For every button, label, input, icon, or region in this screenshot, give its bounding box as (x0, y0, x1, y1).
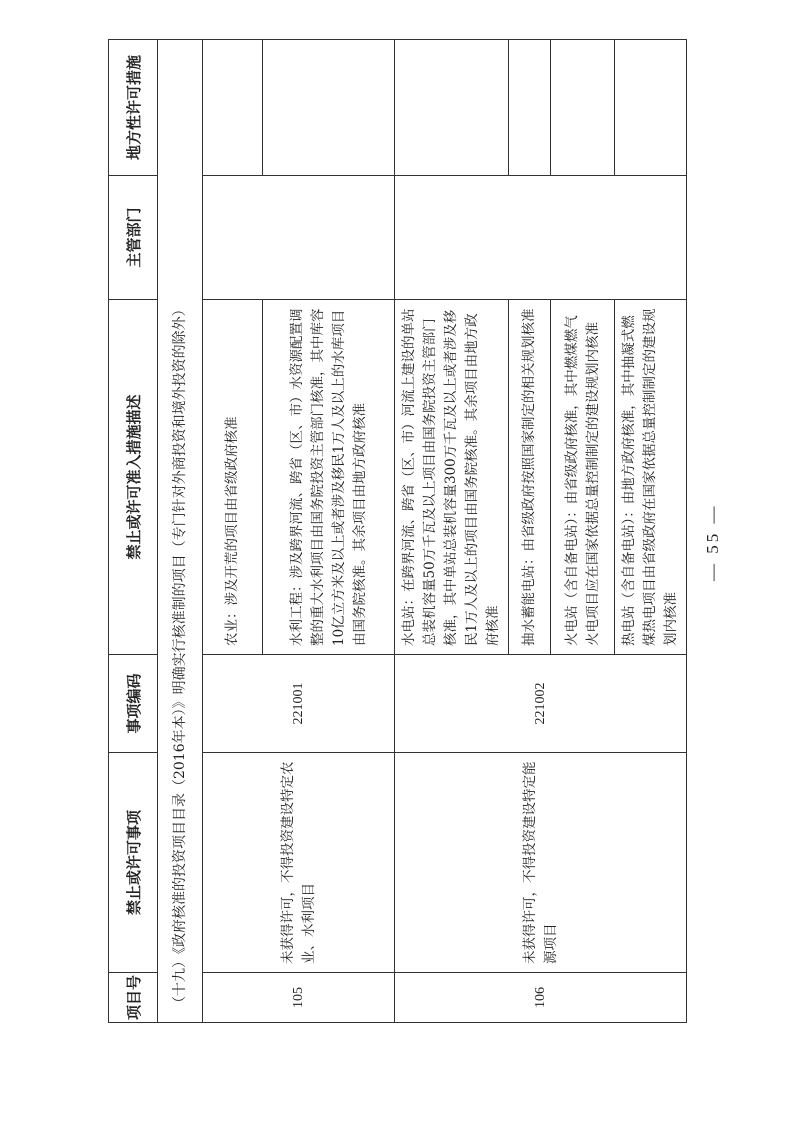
measure-desc: 水利工程：涉及跨界河流、跨省（区、市）水资源配置调整的重大水利项目由国务院投资主管部门核准，其中库容10亿立方米及以上或者涉及移民1万人及以上的水库项目由国务院核准。其余项目由地方政府核准 (263, 300, 395, 655)
header-dept: 主管部门 (109, 176, 158, 300)
category-row (158, 40, 203, 1023)
page-number: — 55 — (703, 503, 722, 581)
item-code: 221001 (203, 655, 395, 753)
header-local: 地方性许可措施 (109, 40, 158, 176)
local-cell (509, 40, 551, 176)
permit-table (108, 39, 687, 1023)
item-number: 106 (395, 973, 687, 1023)
item-text: 未获得许可，不得投资建设特定农业、水利项目 (203, 753, 395, 973)
item-text: 未获得许可，不得投资建设特定能源项目 (395, 753, 687, 973)
local-cell (395, 40, 509, 176)
header-row (109, 40, 158, 1023)
header-code: 事项编码 (109, 655, 158, 753)
local-cell (263, 40, 395, 176)
local-cell (551, 40, 615, 176)
item-number: 105 (203, 973, 395, 1023)
table-row (395, 40, 509, 1023)
header-item: 禁止或许可事项 (109, 753, 158, 973)
local-cell (203, 40, 263, 176)
local-cell (615, 40, 687, 176)
measure-desc: 农业：涉及开荒的项目由省级政府核准 (203, 300, 263, 655)
dept-cell (395, 176, 687, 300)
dept-cell (203, 176, 395, 300)
category-title: （十九）《政府核准的投资项目目录（2016年本）》明确实行核准制的项目（专门针对外商投资和境外投资的除外） (158, 40, 203, 1023)
measure-desc: 抽水蓄能电站：由省级政府按照国家制定的相关规划核准 (509, 300, 551, 655)
measure-desc: 热电站（含自备电站）：由地方政府核准，其中抽凝式燃煤热电项目由省级政府在国家依据总量控制制定的建设规划内核准 (615, 300, 687, 655)
measure-desc: 水电站：在跨界河流、跨省（区、市）河流上建设的单站总装机容量50万千瓦及以上项目由国务院投资主管部门核准，其中单站总装机容量300万千瓦及以上或者涉及移民1万人及以上的项目由国务院核准。其余项目由地方政府核准 (395, 300, 509, 655)
header-item-no: 项目号 (109, 973, 158, 1023)
header-desc: 禁止或许可准入措施描述 (109, 300, 158, 655)
table-row (203, 40, 263, 1023)
measure-desc: 火电站（含自备电站）：由省级政府核准，其中燃煤燃气火电项目应在国家依据总量控制制定的建设规划内核准 (551, 300, 615, 655)
item-code: 221002 (395, 655, 687, 753)
